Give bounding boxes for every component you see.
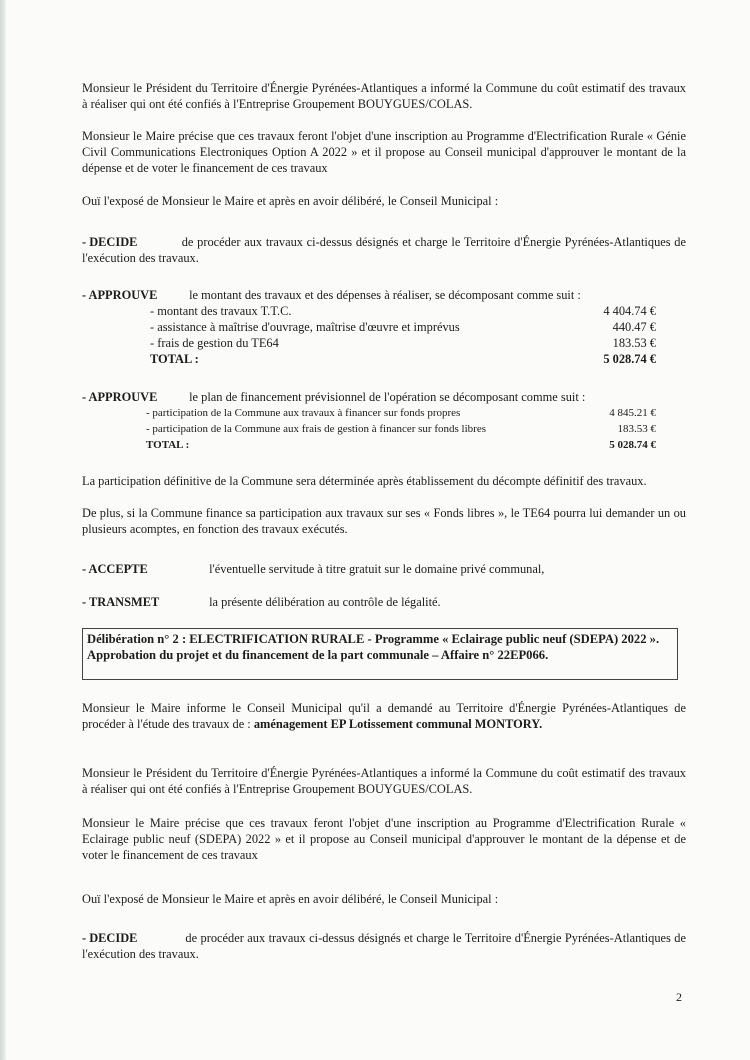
clause-keyword: - APPROUVE: [82, 288, 158, 302]
clause-approuve-montant: [82, 287, 686, 303]
cost-label: - frais de gestion du TE64: [150, 336, 279, 350]
funding-label: - participation de la Commune aux travaux à financer sur fonds propres: [146, 407, 461, 419]
paragraph-president-cout-2: Monsieur le Président du Territoire d'Énergie Pyrénées-Atlantiques a informé la Commune du coût estimatif des travaux à réaliser qui ont été confiés à l'Entreprise Groupement BOUYGUES/COLAS.: [82, 766, 686, 796]
clause-transmet: [82, 594, 686, 610]
clause-text: le montant des travaux et des dépenses à réaliser, se décomposant comme suit :: [189, 288, 581, 302]
funding-row: [82, 421, 686, 437]
project-name: aménagement EP Lotissement communal MONTORY.: [253, 717, 543, 731]
clause-text: l'éventuelle servitude à titre gratuit sur le domaine privé communal,: [209, 562, 545, 576]
funding-total-row: [82, 437, 686, 453]
funding-amount: 183.53 €: [617, 423, 656, 435]
cost-label: - montant des travaux T.T.C.: [150, 304, 292, 318]
total-label: TOTAL :: [150, 352, 199, 366]
paragraph-oui-expose-2: Ouï l'exposé de Monsieur le Maire et après en avoir délibéré, le Conseil Municipal :: [82, 892, 499, 906]
cost-amount: 440.47 €: [612, 320, 656, 334]
cost-row: [82, 303, 686, 319]
clause-text: le plan de financement prévisionnel de l'opération se décomposant comme suit :: [189, 390, 586, 404]
cost-amount: 4 404.74 €: [603, 304, 656, 318]
paragraph-president-cout: Monsieur le Président du Territoire d'Énergie Pyrénées-Atlantiques a informé la Commune du coût estimatif des travaux à réaliser qui ont été confiés à l'Entreprise Groupement BOUYGUES/COLAS.: [82, 81, 686, 111]
total-amount: 5 028.74 €: [603, 352, 656, 366]
paragraph-maire-precise-2: Monsieur le Maire précise que ces travaux feront l'objet d'une inscription au Programme d'Electrification Rurale « Eclairage public neuf (SDEPA) 2022 » et il propose au Conseil municipal d'approuver le montant de la dépense et de voter le financement de ces travaux: [82, 816, 686, 862]
paragraph-maire-informe: [82, 700, 686, 732]
funding-amount: 4 845.21 €: [609, 407, 656, 419]
clause-keyword: - DECIDE: [82, 235, 138, 249]
paragraph-participation-definitive: La participation définitive de la Commune sera déterminée après établissement du décompte définitif des travaux.: [82, 474, 647, 488]
paragraph-oui-expose: Ouï l'exposé de Monsieur le Maire et après en avoir délibéré, le Conseil Municipal :: [82, 194, 499, 208]
total-label: TOTAL :: [146, 439, 190, 451]
clause-accepte: [82, 561, 686, 577]
page-number: 2: [676, 990, 682, 1004]
deliberation-title-box: [82, 628, 678, 680]
clause-approuve-financement: [82, 389, 686, 405]
paragraph-fonds-libres: De plus, si la Commune finance sa participation aux travaux sur ses « Fonds libres », le TE64 pourra lui demander un ou plusieurs acomptes, en fonction des travaux exécutés.: [82, 506, 686, 536]
clause-keyword: - ACCEPTE: [82, 562, 148, 576]
clause-keyword: - APPROUVE: [82, 390, 158, 404]
paragraph-maire-precise: Monsieur le Maire précise que ces travaux feront l'objet d'une inscription au Programme d'Electrification Rurale « Génie Civil Communications Electroniques Option A 2022 » et il propose au Conseil municipal d'approuver le montant de la dépense et de voter le financement de ces travaux: [82, 129, 686, 175]
funding-label: - participation de la Commune aux frais de gestion à financer sur fonds libres: [146, 423, 486, 435]
clause-keyword: - TRANSMET: [82, 595, 160, 609]
cost-amount: 183.53 €: [612, 336, 656, 350]
cost-row: [82, 335, 686, 351]
total-amount: 5 028.74 €: [609, 439, 656, 451]
funding-row: [82, 405, 686, 421]
deliberation-title: Délibération n° 2 : ELECTRIFICATION RURALE - Programme « Eclairage public neuf (SDEPA) 2022 ». Approbation du projet et du financement de la part communale – Affaire n° 22EP066.: [87, 632, 660, 662]
cost-total-row: [82, 351, 686, 367]
cost-row: [82, 319, 686, 335]
clause-text: de procéder aux travaux ci-dessus désignés et charge le Territoire d'Énergie Pyrénées-Atlantiques de l'exécution des travaux.: [82, 931, 686, 961]
clause-text: de procéder aux travaux ci-dessus désignés et charge le Territoire d'Énergie Pyrénées-Atlantiques de l'exécution des travaux.: [82, 235, 686, 265]
cost-label: - assistance à maîtrise d'ouvrage, maîtrise d'œuvre et imprévus: [150, 320, 460, 334]
clause-keyword: - DECIDE: [82, 931, 138, 945]
paragraph-text: Monsieur le Maire informe le Conseil Municipal qu'il a demandé au Territoire d'Énergie Pyrénées-Atlantiques de procéder à l'étude des travaux de :: [82, 701, 686, 731]
clause-decide: [82, 234, 686, 266]
clause-decide-2: [82, 930, 686, 962]
page-edge: [0, 0, 6, 1060]
clause-text: la présente délibération au contrôle de légalité.: [209, 595, 441, 609]
